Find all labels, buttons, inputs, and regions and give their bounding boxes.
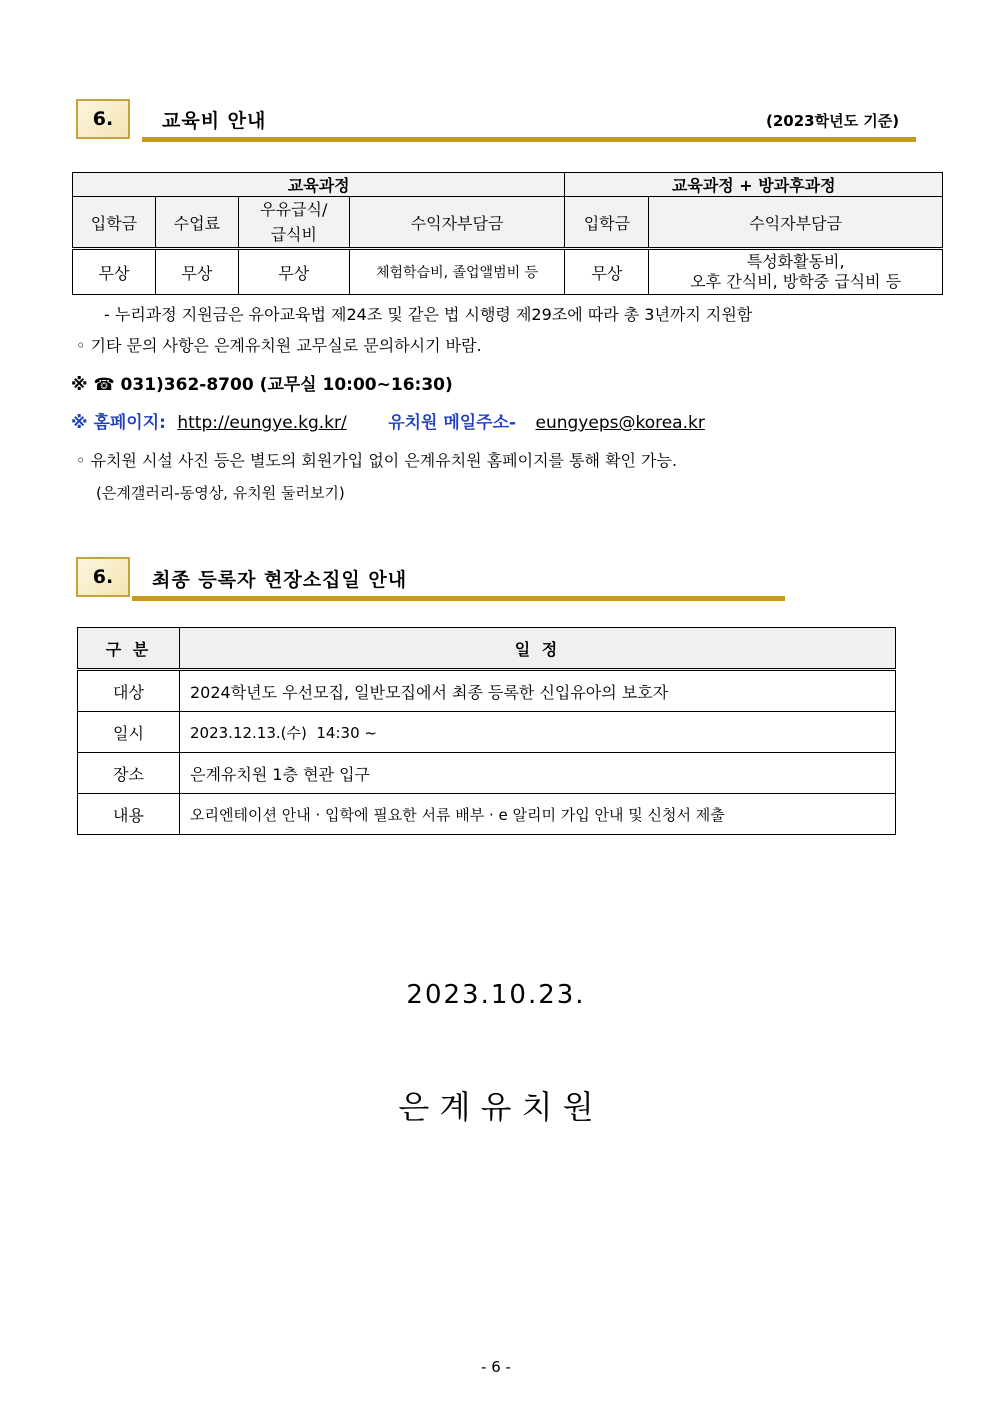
section-title: 교육비 안내 (162, 110, 267, 132)
row-label: 내용 (78, 794, 180, 835)
table-row (78, 794, 896, 835)
note-support: - 누리과정 지원금은 유아교육법 제24조 및 같은 법 시행령 제29조에 따라 총 3년까지 지원함 (104, 305, 753, 324)
col-header: 입학금 (73, 197, 156, 249)
section-title: 최종 등록자 현장소집일 안내 (152, 569, 408, 591)
row-value: 2024학년도 우선모집, 일반모집에서 최종 등록한 신입유아의 보호자 (180, 670, 896, 712)
contact-line (71, 408, 705, 433)
fee-value: 무상 (73, 249, 156, 295)
row-label: 장소 (78, 753, 180, 794)
header-category: 구 분 (78, 628, 180, 670)
fee-value: 무상 (155, 249, 238, 295)
fee-value: 무상 (565, 249, 649, 295)
fee-table (72, 172, 943, 295)
section-number: 6. (76, 557, 130, 597)
fee-value: 무상 (238, 249, 349, 295)
note-gallery: (은계갤러리-동영상, 유치원 둘러보기) (96, 484, 345, 502)
page-number: - 6 - (481, 1358, 511, 1376)
row-label: 일시 (78, 712, 180, 753)
group-header-curriculum: 교육과정 (73, 173, 565, 197)
col-header: 수익자부담금 (349, 197, 565, 249)
note-photos: ◦ 유치원 시설 사진 등은 별도의 회원가입 없이 은계유치원 홈페이지를 통해 확인 가능. (76, 451, 678, 470)
col-header: 수익자부담금 (649, 197, 943, 249)
col-header: 우유급식/ 급식비 (238, 197, 349, 249)
homepage-label: ※ 홈페이지: (71, 413, 166, 433)
schedule-table (77, 627, 896, 835)
note-inquiry: ◦ 기타 문의 사항은 은계유치원 교무실로 문의하시기 바람. (76, 336, 482, 355)
document-date: 2023.10.23. (406, 980, 586, 1010)
school-name: 은 계 유 치 원 (398, 1088, 594, 1126)
table-row (78, 753, 896, 794)
group-header-curriculum-afterschool: 교육과정 + 방과후과정 (565, 173, 943, 197)
col-header: 수업료 (155, 197, 238, 249)
email-label: 유치원 메일주소- (388, 413, 517, 433)
email-link[interactable]: eungyeps@korea.kr (535, 413, 705, 433)
section-underline (142, 137, 916, 142)
col-header: 입학금 (565, 197, 649, 249)
header-schedule: 일 정 (180, 628, 896, 670)
homepage-link[interactable]: http://eungye.kg.kr/ (177, 413, 347, 433)
fee-value: 체험학습비, 졸업앨범비 등 (349, 249, 565, 295)
section-underline (132, 596, 785, 601)
section-number: 6. (76, 99, 130, 139)
fee-value: 특성화활동비, 오후 간식비, 방학중 급식비 등 (649, 249, 943, 295)
phone-line: ※ ☎ 031)362-8700 (교무실 10:00~16:30) (71, 375, 453, 395)
row-value: 2023.12.13.(수) 14:30 ~ (180, 712, 896, 753)
table-row (78, 712, 896, 753)
row-label: 대상 (78, 670, 180, 712)
row-value: 오리엔테이션 안내 · 입학에 필요한 서류 배부 · e 알리미 가입 안내 및 신청서 제출 (180, 794, 896, 835)
basis-year: (2023학년도 기준) (766, 112, 900, 130)
table-row (78, 670, 896, 712)
row-value: 은계유치원 1층 현관 입구 (180, 753, 896, 794)
